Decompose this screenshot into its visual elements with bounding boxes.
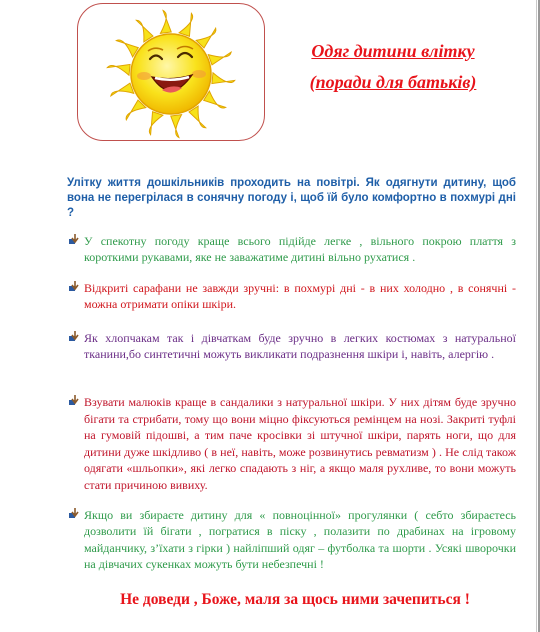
list-item (69, 280, 516, 313)
sun-ray (189, 106, 206, 128)
sun-ray (111, 83, 134, 96)
sun-ray (136, 20, 153, 42)
page-title: Одяг дитини влітку (311, 41, 475, 61)
tip-text: У спекотну погоду краще всього підійде легке , вільного покрою плаття з короткими рукавами, яке не заважатиме дитині вільно рухатися . (84, 234, 516, 265)
sun-ray (204, 91, 226, 108)
sun-ray (149, 112, 163, 135)
sun-ray (179, 13, 193, 36)
arrow-down-bullet-icon (69, 234, 81, 246)
sun-ray (116, 40, 138, 57)
arrow-down-bullet-icon (69, 395, 81, 407)
sun-ray (171, 115, 182, 138)
list-item (69, 507, 516, 572)
sun-picture-frame (77, 3, 265, 141)
page-edge (536, 0, 537, 632)
smiling-sun-icon (78, 4, 264, 140)
sun-ray (160, 10, 171, 33)
page-subtitle: (поради для батьків) (309, 72, 477, 92)
list-item (69, 330, 516, 363)
sun-ray (212, 73, 235, 84)
arrow-down-bullet-icon (69, 331, 81, 343)
intro-paragraph: Улітку життя дошкільників проходить на повітрі. Як одягнути дитину, щоб вона не перегрілася в сонячну погоду і, щоб їй було комфортно в похмурі дні ? (67, 177, 516, 219)
tip-text: Як хлопчакам так і дівчаткам буде зручно в легких костюмах з натуральної тканини,бо синтетичні можуть викликати подразнення шкіри і, навіть, алергію . (84, 331, 516, 362)
arrow-down-bullet-icon (69, 508, 81, 520)
sun-ray (208, 52, 231, 65)
tip-text: Відкриті сарафани не завжди зручні: в похмурі дні - в них холодно , в сонячні - можна отримати опіки шкіри. (84, 281, 516, 312)
list-item (69, 394, 516, 494)
closing-line: Не доведи , Боже, маля за щось ними зачепиться ! (120, 591, 470, 608)
list-item (69, 233, 516, 266)
tip-text: Взувати малюків краще в сандалики з натуральної шкіри. У них дітям буде зручно бігати та стрибати, тому що вони міцно фіксуються ремінцем на нозі. Закриті туфлі на гумовій підошві, а тим паче кросівки зі штучної шкіри, парять ноги, що для дитини дуже шкідливо ( в неї, навіть, може розвинутись ревматизм ) . Не слід також одягати «шльопки», які легко спадають з ніг, а якщо маля рухливе, то вони можуть стати причиною вивиху. (84, 395, 516, 492)
sun-ray (107, 64, 130, 75)
arrow-down-bullet-icon (69, 281, 81, 293)
tip-text: Якщо ви збираєте дитину для « повноцінної» прогулянки ( себто збираєтесь дозволити їй бігати , погратися в піску , полазити по драбинах на ігровому майданчику, з’їхати з гірки ) найліпший одяг – футболка та шорти . Усякі шворочки на дівчачих сукенках можуть бути небезпечні ! (84, 508, 516, 571)
